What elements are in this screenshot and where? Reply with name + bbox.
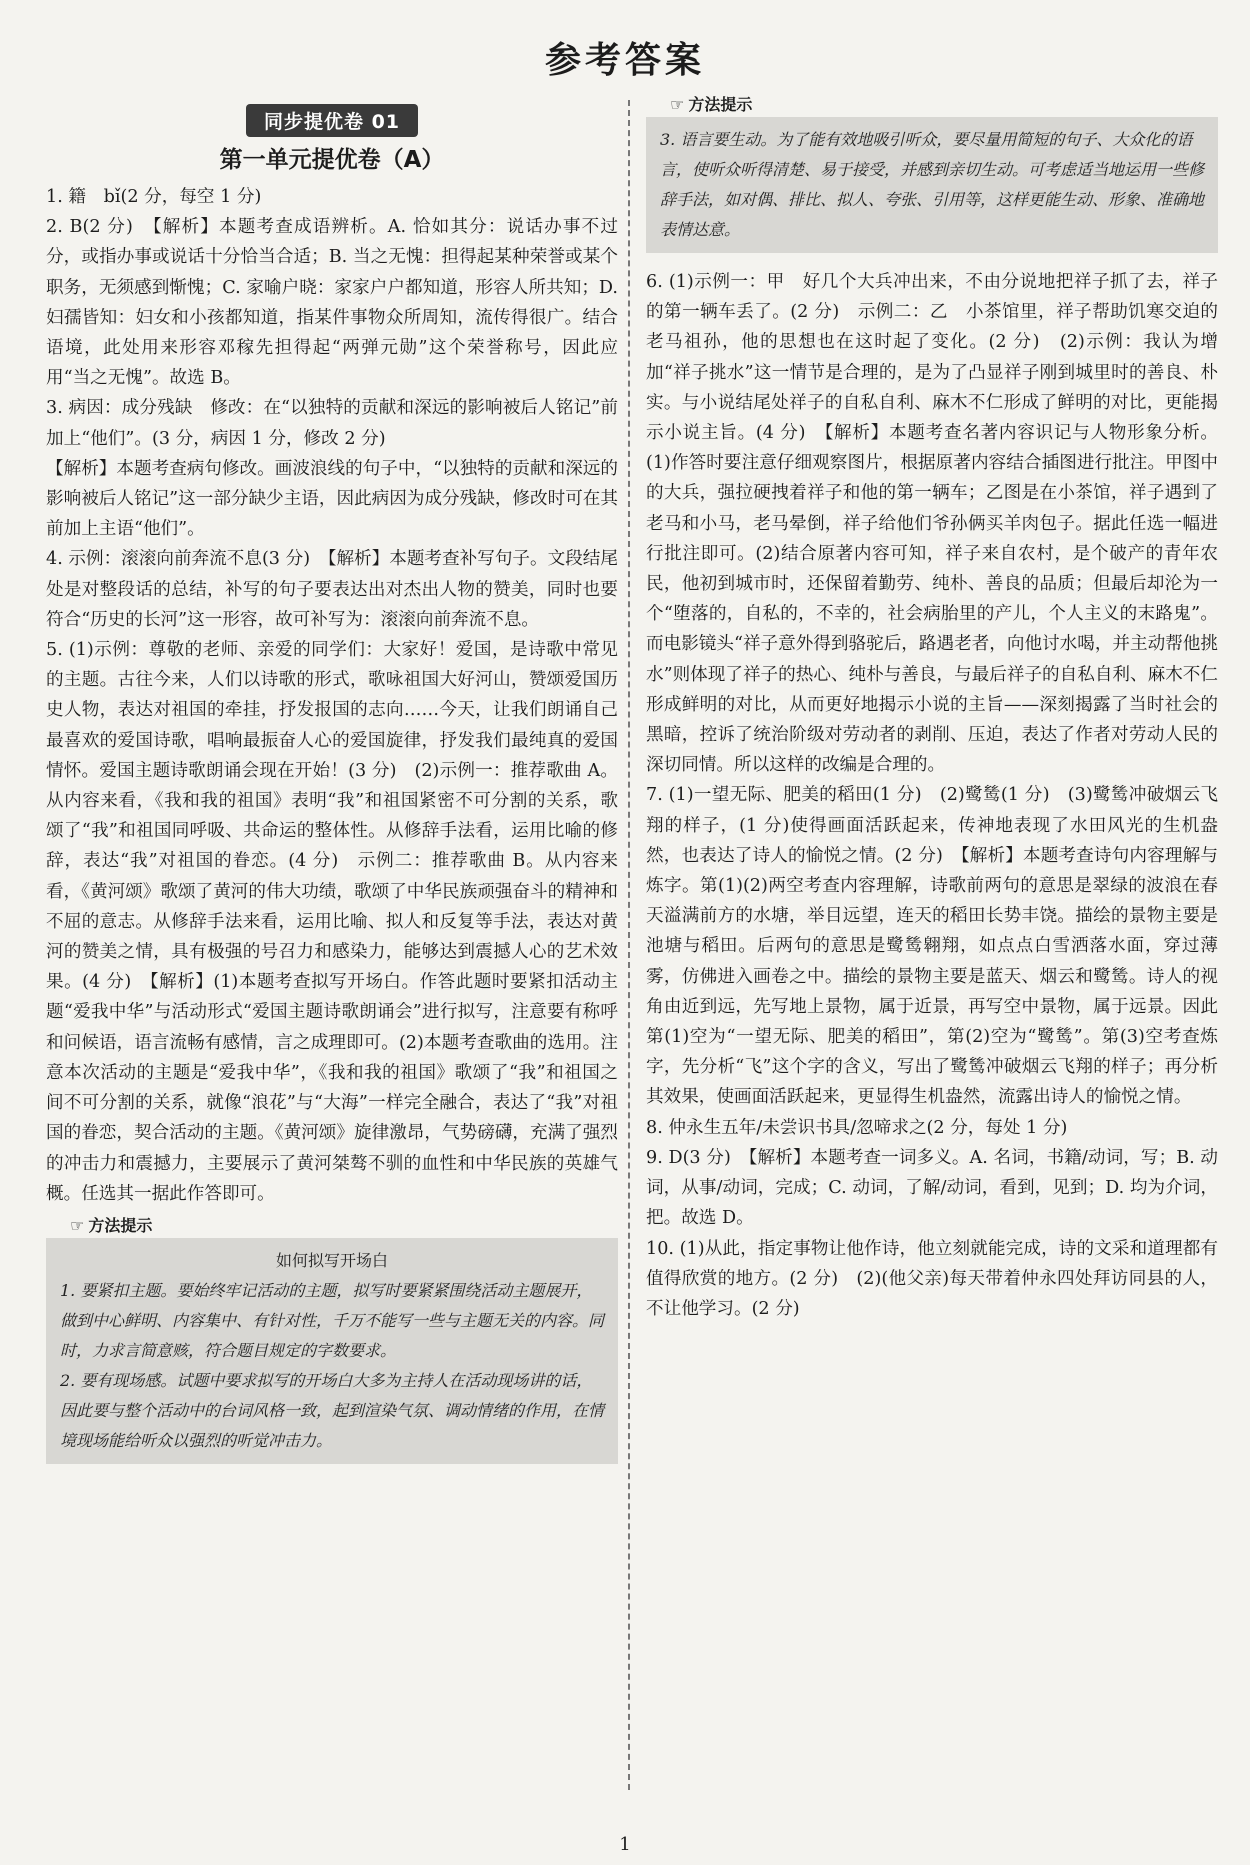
answer-item: 2. B(2 分) 【解析】本题考查成语辨析。A. 恰如其分：说话办事不过分，或指办事或说话十分恰当合适；B. 当之无愧：担得起某种荣誉或某个职务，无须感到惭愧；C. 家喻户晓：家家户户都知道，形容人所共知；D. 妇孺皆知：妇女和小孩都知道，指某件事物众所周知，流传得很广。结合语境，此处用来形容邓稼先担得起“两弹元勋”这个荣誉称号，因此应用“当之无愧”。故选 B。 (46, 217, 618, 389)
method-tip-box (646, 117, 1218, 253)
answer-item: 【解析】本题考查病句修改。画波浪线的句子中，“以独特的贡献和深远的影响被后人铭记”这一部分缺少主语，因此病因为成分残缺，修改时可在其前加上主语“他们”。 (46, 458, 618, 540)
method-tip-title: 如何拟写开场白 (275, 1250, 388, 1270)
banner-wrap (46, 104, 618, 137)
page-number: 1 (619, 1834, 631, 1855)
method-tip-label: 方法提示 (688, 95, 753, 114)
column-divider (628, 100, 630, 1790)
answer-item: 6. (1)示例一：甲 好几个大兵冲出来，不由分说地把祥子抓了去，祥子的第一辆车丢了。(2 分) 示例二：乙 小茶馆里，祥子帮助饥寒交迫的老马祖孙，他的思想也在这时起了变化。(2 分) (2)示例：我认为增加“祥子挑水”这一情节是合理的，是为了凸显祥子刚到城里时的善良、朴实。与小说结尾处祥子的自私自利、麻木不仁形成了鲜明的对比，更能揭示小说主旨。(4 分) 【解析】本题考查名著内容识记与人物形象分析。(1)作答时要注意仔细观察图片，根据原著内容结合插图进行批注。甲图中的大兵，强拉硬拽着祥子和他的第一辆车；乙图是在小茶馆，祥子遇到了老马和小马，老马晕倒，祥子给他们爷孙俩买羊肉包子。据此任选一幅进行批注即可。(2)结合原著内容可知，祥子来自农村，是个破产的青年农民，他初到城市时，还保留着勤劳、纯朴、善良的品质；但最后却沦为一个“堕落的，自私的，不幸的，社会病胎里的产儿，个人主义的末路鬼”。而电影镜头“祥子意外得到骆驼后，路遇老者，向他讨水喝，并主动帮他挑水”则体现了祥子的热心、纯朴与善良，与最后祥子的自私自利、麻木不仁形成鲜明的对比，从而更好地揭示小说的主旨——深刻揭露了当时社会的黑暗，控诉了统治阶级对劳动者的剥削、压迫，表达了作者对劳动人民的深切同情。所以这样的改编是合理的。 (646, 272, 1218, 776)
answer-item: 5. (1)示例：尊敬的老师、亲爱的同学们：大家好！爱国，是诗歌中常见的主题。古往今来，人们以诗歌的形式，歌咏祖国大好河山，赞颂爱国历史人物，表达对祖国的牵挂，抒发报国的志向……今天，让我们朗诵自己最喜欢的爱国诗歌，唱响最振奋人心的爱国旋律，抒发我们最纯真的爱国情怀。爱国主题诗歌朗诵会现在开始！(3 分) (2)示例一：推荐歌曲 A。从内容来看，《我和我的祖国》表明“我”和祖国紧密不可分割的关系，歌颂了“我”和祖国同呼吸、共命运的整体性。从修辞手法看，运用比喻的修辞，表达“我”对祖国的眷恋。(4 分) 示例二：推荐歌曲 B。从内容来看，《黄河颂》歌颂了黄河的伟大功绩，歌颂了中华民族顽强奋斗的精神和不屈的意志。从修辞手法来看，运用比喻、拟人和反复等手法，表达对黄河的赞美之情，具有极强的号召力和感染力，能够达到震撼人心的艺术效果。(4 分) 【解析】(1)本题考查拟写开场白。作答此题时要紧扣活动主题“爱我中华”与活动形式“爱国主题诗歌朗诵会”进行拟写，注意要有称呼和问候语，语言流畅有感情，言之成理即可。(2)本题考查歌曲的选用。注意本次活动的主题是“爱我中华”，《我和我的祖国》歌颂了“我”和祖国之间不可分割的关系，就像“浪花”与“大海”一样完全融合，表达了“我”对祖国的眷恋，契合活动的主题。《黄河颂》旋律激昂，气势磅礴，充满了强烈的冲击力和震撼力，主要展示了黄河桀骜不驯的血性和中华民族的英雄气概。任选其一据此作答即可。 (46, 640, 618, 1204)
answer-item: 9. D(3 分) 【解析】本题考查一词多义。A. 名词，书籍/动词，写；B. 动词，从事/动词，完成；C. 动词，了解/动词，看到，见到；D. 均为介词，把。故选 D。 (646, 1147, 1218, 1229)
unit-subtitle: 第一单元提优卷（A） (219, 147, 445, 173)
answer-item: 3. 病因：成分残缺 修改：在“以独特的贡献和深远的影响被后人铭记”前加上“他们”。(3 分，病因 1 分，修改 2 分) (46, 398, 618, 449)
pointing-hand-icon: ☞ (70, 1215, 85, 1235)
answer-item: 10. (1)从此，指定事物让他作诗，他立刻就能完成，诗的文采和道理都有值得欣赏的地方。(2 分) (2)(他父亲)每天带着仲永四处拜访同县的人，不让他学习。(2 分) (646, 1238, 1218, 1319)
section-banner: 同步提优卷 01 (246, 104, 418, 137)
method-tip-line: 2. 要有现场感。试题中要求拟写的开场白大多为主持人在活动现场讲的话，因此要与整个活动中的台词风格一致，起到渲染气氛、调动情绪的作用，在情境现场能给听众以强烈的听觉冲击力。 (60, 1370, 605, 1450)
right-column (646, 95, 1218, 1324)
pointing-hand-icon: ☞ (670, 95, 685, 114)
method-tip-header (670, 92, 1218, 115)
answer-item: 7. (1)一望无际、肥美的稻田(1 分) (2)鹭鸶(1 分) (3)鹭鸶冲破烟云飞翔的样子，(1 分)使得画面活跃起来，传神地表现了水田风光的生机盎然，也表达了诗人的愉悦之情。(2 分) 【解析】本题考查诗句内容理解与炼字。第(1)(2)两空考查内容理解，诗歌前两句的意思是翠绿的波浪在春天溢满前方的水塘，举目远望，连天的稻田长势丰饶。描绘的景物主要是池塘与稻田。后两句的意思是鹭鸶翱翔，如点点白雪洒落水面，穿过薄雾，仿佛进入画卷之中。描绘的景物主要是蓝天、烟云和鹭鸶。诗人的视角由近到远，先写地上景物，属于近景，再写空中景物，属于远景。因此第(1)空为“一望无际、肥美的稻田”，第(2)空为“鹭鸶”。第(3)空考查炼字，先分析“飞”这个字的含义，写出了鹭鸶冲破烟云飞翔的样子；再分析其效果，使画面活跃起来，更显得生机盎然，流露出诗人的愉悦之情。 (646, 785, 1218, 1108)
answer-item: 8. 仲永生五年/未尝识书具/忽啼求之(2 分，每处 1 分) (646, 1117, 1068, 1138)
method-tip-label: 方法提示 (88, 1215, 153, 1235)
page-title: 参考答案 (544, 40, 705, 81)
method-tip-box (46, 1238, 618, 1464)
method-tip-header (70, 1213, 618, 1236)
answer-item: 4. 示例：滚滚向前奔流不息(3 分) 【解析】本题考查补写句子。文段结尾处是对整段话的总结，补写的句子要表达出对杰出人物的赞美，同时也要符合“历史的长河”这一形容，故可补写为：滚滚向前奔流不息。 (46, 549, 618, 630)
method-tip-line: 1. 要紧扣主题。要始终牢记活动的主题，拟写时要紧紧围绕活动主题展开，做到中心鲜明、内容集中、有针对性，千万不能写一些与主题无关的内容。同时，力求言简意赅，符合题目规定的字数要求。 (60, 1280, 605, 1360)
left-column (46, 102, 618, 1464)
answer-item: 1. 籍 bǐ(2 分，每空 1 分) (46, 187, 262, 207)
method-tip-line: 3. 语言要生动。为了能有效地吸引听众，要尽量用简短的句子、大众化的语言，使听众听得清楚、易于接受，并感到亲切生动。可考虑适当地运用一些修辞手法，如对偶、排比、拟人、夸张、引用等，这样更能生动、形象、准确地表情达意。 (660, 130, 1205, 239)
